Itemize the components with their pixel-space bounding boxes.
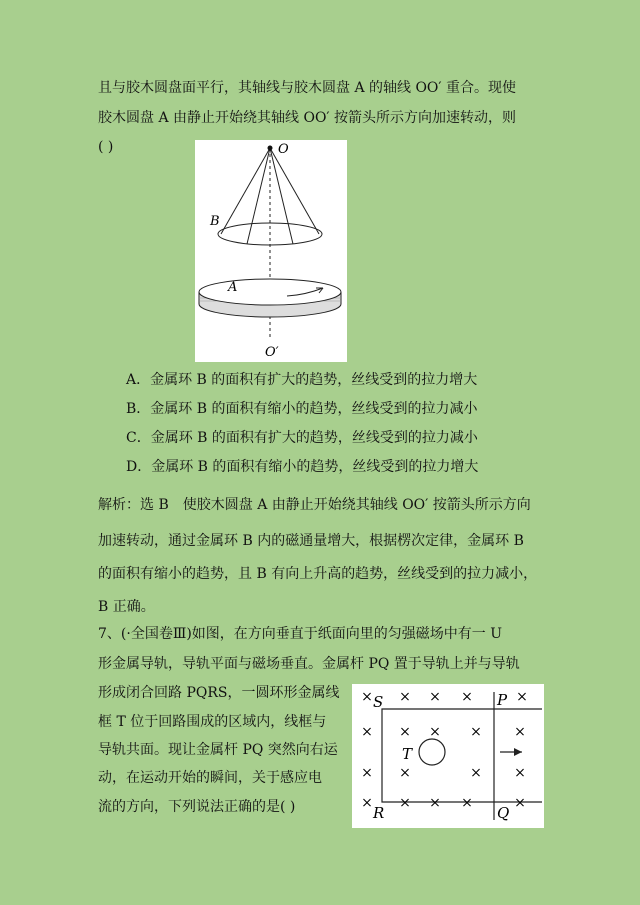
field-cross: ×	[399, 765, 411, 781]
q7-line-2: 形金属导轨，导轨平面与磁场垂直。金属杆 PQ 置于导轨上并与导轨	[98, 656, 520, 672]
option-d[interactable]: D．金属环 B 的面积有缩小的趋势，丝线受到的拉力增大	[126, 459, 479, 475]
string-line-right	[270, 148, 319, 234]
field-cross: ×	[514, 765, 526, 781]
label-q: Q	[497, 804, 510, 822]
label-o-prime: O′	[265, 345, 279, 360]
field-cross: ×	[399, 724, 411, 740]
string-line-front-right	[270, 148, 293, 244]
solution-line-4: B 正确。	[98, 599, 155, 615]
option-b[interactable]: B．金属环 B 的面积有缩小的趋势，丝线受到的拉力减小	[126, 401, 478, 417]
field-cross: ×	[399, 689, 411, 705]
label-t: T	[402, 745, 413, 763]
label-s: S	[373, 693, 384, 711]
q7-line-5: 导轨共面。现让金属杆 PQ 突然向右运	[98, 742, 338, 758]
field-cross: ×	[461, 689, 473, 705]
figure-disc-ring	[195, 140, 347, 362]
q7-line-6: 动，在运动开始的瞬间，关于感应电	[98, 770, 322, 786]
option-a[interactable]: A．金属环 B 的面积有扩大的趋势，丝线受到的拉力增大	[126, 372, 478, 388]
string-line-left	[221, 148, 270, 234]
q7-line-4: 框 T 位于回路围成的区域内，线框与	[98, 714, 327, 730]
field-cross: ×	[429, 795, 441, 811]
field-cross: ×	[429, 689, 441, 705]
solution-line-1: 解析：选 B 使胶木圆盘 A 由静止开始绕其轴线 OO′ 按箭头所示方向	[98, 497, 531, 513]
q7-line-1: 7、(·全国卷Ⅲ)如图，在方向垂直于纸面向里的匀强磁场中有一 U	[98, 626, 503, 642]
field-cross: ×	[514, 724, 526, 740]
intro-line-2: 胶木圆盘 A 由静止开始绕其轴线 OO′ 按箭头所示方向加速转动，则	[98, 110, 517, 126]
intro-line-1: 且与胶木圆盘面平行，其轴线与胶木圆盘 A 的轴线 OO′ 重合。现使	[98, 80, 517, 96]
label-p: P	[497, 691, 508, 709]
motion-arrow-head	[514, 748, 522, 756]
field-cross: ×	[470, 765, 482, 781]
field-cross: ×	[429, 724, 441, 740]
ring-t	[419, 739, 445, 765]
field-cross: ×	[516, 689, 528, 705]
field-cross: ×	[470, 724, 482, 740]
label-o: O	[278, 142, 289, 157]
answer-blank: ( )	[98, 139, 114, 155]
solution-line-3: 的面积有缩小的趋势，且 B 有向上升高的趋势，丝线受到的拉力减小，	[98, 566, 538, 582]
field-cross: ×	[399, 795, 411, 811]
field-cross: ×	[361, 765, 373, 781]
field-cross: ×	[514, 795, 526, 811]
option-c[interactable]: C．金属环 B 的面积有扩大的趋势，丝线受到的拉力减小	[126, 430, 478, 446]
figure-rail-field	[352, 684, 544, 828]
pivot-dot	[268, 146, 273, 151]
label-a: A	[228, 280, 238, 295]
label-b: B	[210, 214, 220, 229]
solution-line-2: 加速转动，通过金属环 B 内的磁通量增大，根据楞次定律，金属环 B	[98, 533, 524, 549]
field-cross: ×	[361, 689, 373, 705]
label-r: R	[373, 804, 385, 822]
field-cross: ×	[361, 795, 373, 811]
q7-line-3: 形成闭合回路 PQRS，一圆环形金属线	[98, 685, 340, 701]
q7-line-7: 流的方向，下列说法正确的是( )	[98, 799, 296, 815]
field-cross: ×	[361, 724, 373, 740]
string-line-front-left	[247, 148, 270, 244]
field-cross: ×	[461, 795, 473, 811]
